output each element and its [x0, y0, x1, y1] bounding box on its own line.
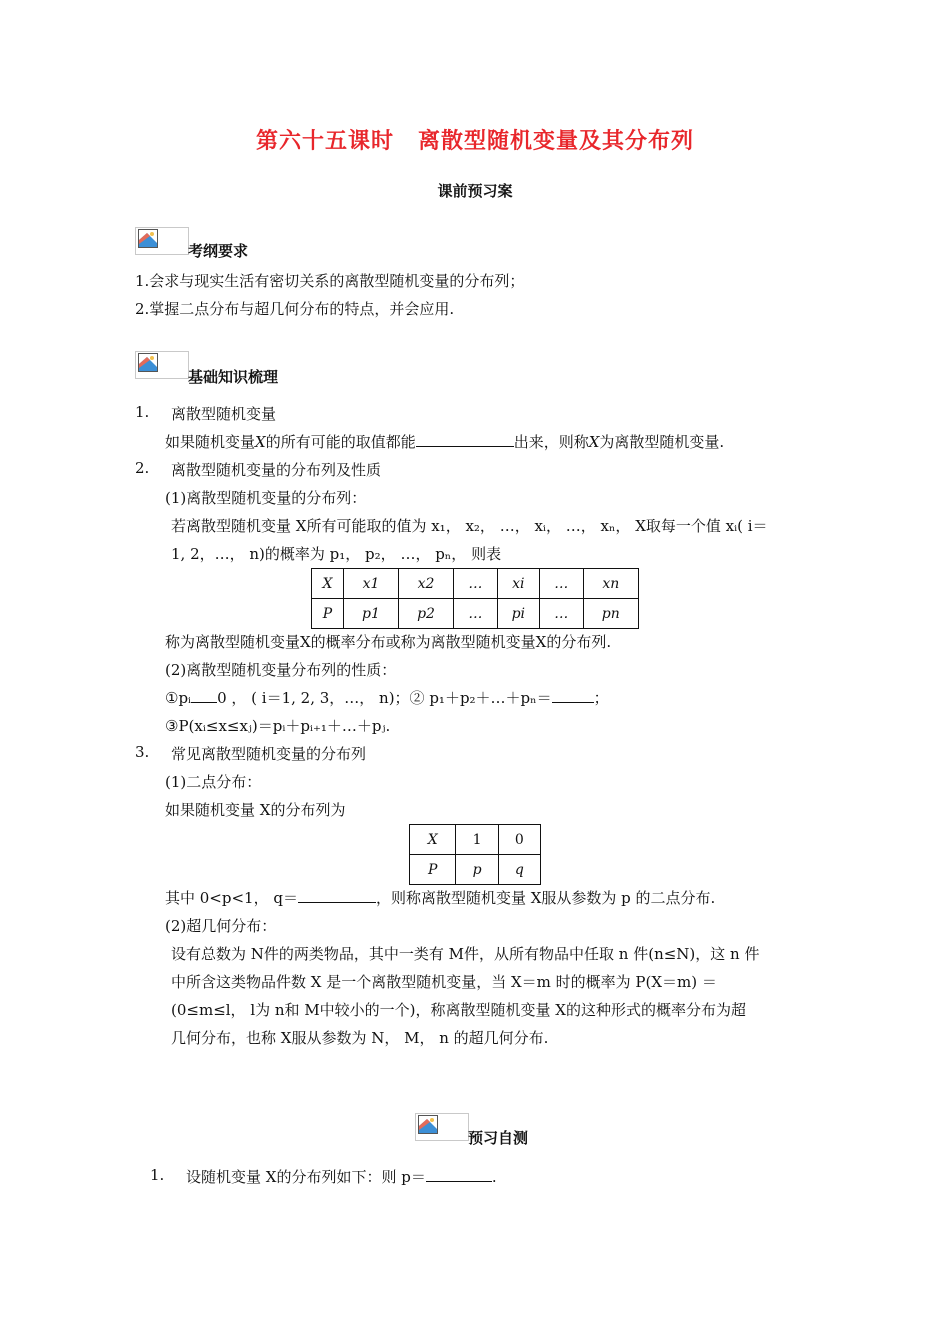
table-cell: X	[312, 569, 344, 599]
table-row	[312, 599, 639, 629]
table-row	[312, 569, 639, 599]
table-cell: p2	[399, 599, 454, 629]
subheading-two-point: (1)二点分布：	[165, 773, 262, 791]
table-cell: 0	[498, 825, 540, 855]
item-title-1: 离散型随机变量	[171, 405, 277, 423]
fill-blank[interactable]	[426, 1167, 492, 1182]
table-cell: x1	[343, 569, 398, 599]
title-topic: 离散型随机变量及其分布列	[418, 128, 695, 154]
hypergeometric-line-1: 设有总数为 N件的两类物品，其中一类有 M件，从所有物品中任取 n 件(n≤N)，这 n 件	[171, 945, 760, 963]
two-point-text-line-1: 如果随机变量 X的分布列为	[165, 801, 346, 819]
table-cell: pi	[497, 599, 539, 629]
question-1: 设随机变量 X的分布列如下：则 p＝ .	[186, 1168, 497, 1186]
hypergeometric-line-3: (0≤m≤l， l为 n和 M中较小的一个)，称离散型随机变量 X的这种形式的概率分布为超	[171, 1001, 746, 1019]
fill-blank[interactable]	[191, 688, 217, 703]
fill-blank[interactable]	[416, 432, 514, 447]
table-cell: …	[539, 569, 583, 599]
section-heading-syllabus: 考纲要求	[188, 242, 249, 260]
table-cell: x2	[399, 569, 454, 599]
syllabus-item-1: 1.会求与现实生活有密切关系的离散型随机变量的分布列；	[135, 272, 525, 290]
subheading-hypergeometric: (2)超几何分布：	[165, 917, 277, 935]
table-cell: …	[454, 599, 498, 629]
table-cell: q	[498, 855, 540, 885]
property-line-1: ①pᵢ 0 ， ( i＝1, 2, 3，…， n)；② p₁＋p₂＋…＋pₙ＝ ；	[165, 689, 609, 707]
table-cell: xn	[583, 569, 638, 599]
distribution-text-line-2: 1, 2，…， n)的概率为 p₁， p₂， …， pₙ， 则表	[171, 545, 502, 563]
item-number-2: 2.	[135, 459, 150, 477]
item-title-3: 常见离散型随机变量的分布列	[171, 745, 367, 763]
table-row	[410, 855, 541, 885]
distribution-after-table: 称为离散型随机变量X的概率分布或称为离散型随机变量X的分布列.	[165, 633, 612, 651]
two-point-text-line-2: 其中 0<p<1， q＝ ，则称离散型随机变量 X服从参数为 p 的二点分布.	[165, 889, 716, 907]
table-cell: pn	[583, 599, 638, 629]
page-subtitle: 课前预习案	[437, 182, 513, 200]
item-title-2: 离散型随机变量的分布列及性质	[171, 461, 382, 479]
image-placeholder-icon	[135, 351, 189, 379]
hypergeometric-line-2: 中所含这类物品件数 X 是一个离散型随机变量，当 X＝m 时的概率为 P(X＝m) ＝	[171, 973, 717, 991]
definition-line: 如果随机变量X的所有可能的取值都能 出来，则称X为离散型随机变量.	[165, 433, 725, 451]
subheading-properties: (2)离散型随机变量分布列的性质：	[165, 661, 397, 679]
table-cell: …	[539, 599, 583, 629]
table-cell: P	[312, 599, 344, 629]
fill-blank[interactable]	[552, 688, 594, 703]
title-lesson: 第六十五课时	[255, 128, 394, 154]
table-cell: p1	[343, 599, 398, 629]
table-cell: 1	[456, 825, 498, 855]
table-cell: p	[456, 855, 498, 885]
syllabus-item-2: 2.掌握二点分布与超几何分布的特点，并会应用.	[135, 300, 455, 318]
two-point-table	[409, 824, 541, 885]
section-heading-knowledge: 基础知识梳理	[188, 368, 279, 386]
item-number-3: 3.	[135, 743, 150, 761]
page-title	[0, 124, 950, 155]
table-cell: P	[410, 855, 456, 885]
hypergeometric-line-4: 几何分布，也称 X服从参数为 N， M， n 的超几何分布.	[171, 1029, 549, 1047]
table-row	[410, 825, 541, 855]
table-cell: …	[454, 569, 498, 599]
section-heading-self-test: 预习自测	[468, 1129, 529, 1147]
distribution-table	[311, 568, 639, 629]
subheading-distribution: (1)离散型随机变量的分布列：	[165, 489, 367, 507]
image-placeholder-icon	[415, 1113, 469, 1141]
image-placeholder-icon	[135, 227, 189, 255]
item-number-1: 1.	[135, 403, 150, 421]
table-cell: xi	[497, 569, 539, 599]
property-line-2: ③P(xᵢ≤x≤xⱼ)＝pᵢ＋pᵢ₊₁＋…＋pⱼ.	[165, 717, 391, 735]
distribution-text-line-1: 若离散型随机变量 X所有可能取的值为 x₁， x₂， …， xᵢ， …， xₙ， X取每一个值 xᵢ( i＝	[171, 517, 768, 535]
question-number-1: 1.	[150, 1166, 165, 1184]
fill-blank[interactable]	[298, 888, 376, 903]
table-cell: X	[410, 825, 456, 855]
